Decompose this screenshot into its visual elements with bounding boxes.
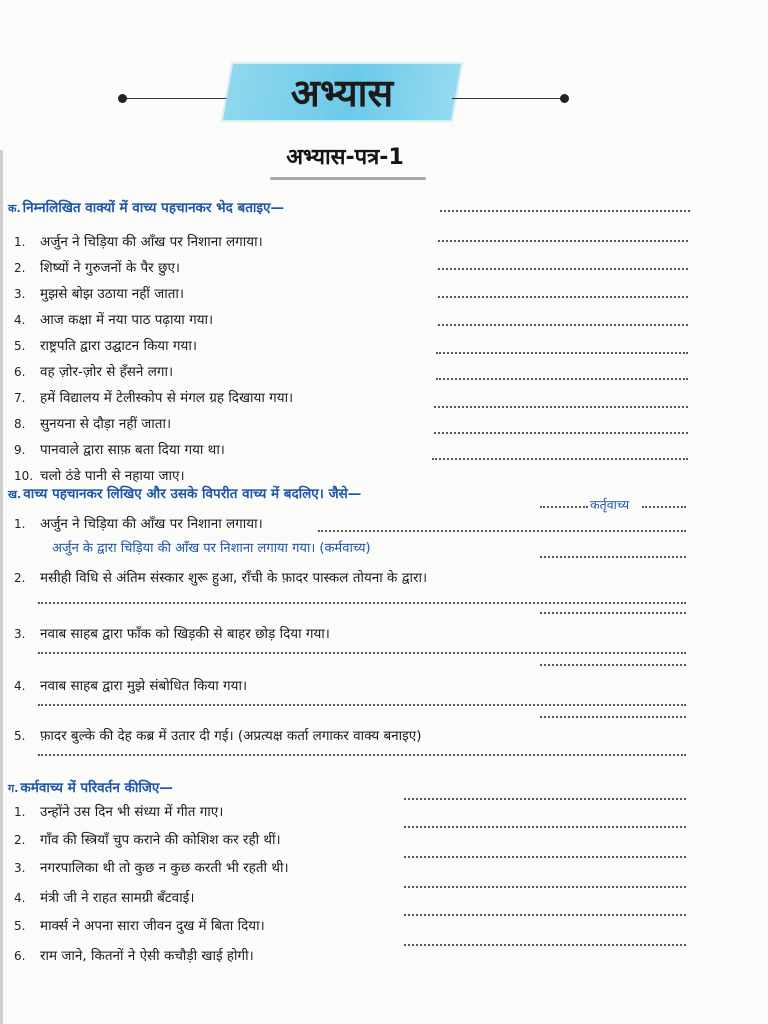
answer-blank[interactable] <box>434 432 688 434</box>
question-number: 2. <box>14 571 26 585</box>
question-number: 1. <box>14 235 26 249</box>
page-title: अभ्यास <box>290 71 394 115</box>
question-text: सुनयना से दौड़ा नहीं जाता। <box>40 416 172 432</box>
question-number: 5. <box>14 729 26 743</box>
question-row <box>0 802 768 826</box>
question-number: 4. <box>14 313 26 327</box>
answer-blank[interactable] <box>540 716 686 718</box>
section-c-heading-text: कर्मवाच्य में परिवर्तन कीजिए— <box>20 780 173 796</box>
answer-blank[interactable] <box>436 378 688 380</box>
question-text: राष्ट्रपति द्वारा उद्घाटन किया गया। <box>40 338 197 354</box>
question-number: 2. <box>14 833 26 847</box>
example-voice-label: कर्तृवाच्य <box>590 497 630 512</box>
question-text: चलो ठंडे पानी से नहाया जाए। <box>40 468 185 484</box>
question-row <box>0 362 768 386</box>
question-number: 9. <box>14 443 26 457</box>
question-text: अर्जुन ने चिड़िया की आँख पर निशाना लगाया। <box>40 516 263 532</box>
question-text: नगरपालिका थी तो कुछ न कुछ करती भी रहती थी। <box>40 860 289 876</box>
answer-blank[interactable] <box>440 210 690 212</box>
answer-blank[interactable] <box>438 296 688 298</box>
question-text: मार्क्स ने अपना सारा जीवन दुख में बिता दिया। <box>40 918 265 934</box>
question-number: 10. <box>14 469 34 483</box>
answer-blank[interactable] <box>438 268 688 270</box>
question-row <box>0 726 768 750</box>
question-row <box>0 946 768 970</box>
answer-blank[interactable] <box>404 798 686 800</box>
question-text: मुझसे बोझ उठाया नहीं जाता। <box>40 286 185 302</box>
question-number: 1. <box>14 517 26 531</box>
section-b-marker: ख. <box>8 488 22 501</box>
bullet-dot-icon <box>118 94 127 103</box>
answer-blank[interactable] <box>540 664 686 666</box>
question-text: शिष्यों ने गुरुजनों के पैर छुए। <box>40 260 181 276</box>
answer-blank[interactable] <box>38 602 686 604</box>
question-number: 5. <box>14 339 26 353</box>
question-row <box>0 888 768 912</box>
answer-blank[interactable] <box>434 406 688 408</box>
question-text: नवाब साहब द्वारा मुझे संबोधित किया गया। <box>40 678 248 694</box>
question-text: अर्जुन ने चिड़िया की आँख पर निशाना लगाया। <box>40 234 263 250</box>
question-number: 8. <box>14 417 26 431</box>
question-text: हमें विद्यालय में टेलीस्कोप से मंगल ग्रह दिखाया गया। <box>40 390 294 406</box>
question-number: 6. <box>14 365 26 379</box>
page-header <box>0 58 768 138</box>
question-number: 3. <box>14 627 26 641</box>
answer-blank[interactable] <box>432 458 688 460</box>
answer-blank[interactable] <box>540 556 686 558</box>
question-row <box>0 414 768 438</box>
bullet-dot-icon <box>560 94 569 103</box>
question-row <box>0 830 768 854</box>
question-text: उन्होंने उस दिन भी संध्या में गीत गाए। <box>40 804 224 820</box>
question-number: 7. <box>14 391 26 405</box>
question-row <box>0 232 768 256</box>
section-b-heading <box>8 484 361 502</box>
question-row <box>0 676 768 700</box>
question-row <box>0 310 768 334</box>
question-text: मसीही विधि से अंतिम संस्कार शुरू हुआ, राँची के फ़ादर पास्कल तोयना के द्वारा। <box>40 570 428 586</box>
question-text: मंत्री जी ने राहत सामग्री बँटवाई। <box>40 890 195 906</box>
question-text: गाँव की स्त्रियाँ चुप कराने की कोशिश कर रही थीं। <box>40 832 281 848</box>
question-row <box>0 568 768 592</box>
decorative-rule-right <box>452 98 564 99</box>
decorative-rule-left <box>122 98 232 99</box>
question-text: पानवाले द्वारा साफ़ बता दिया गया था। <box>40 442 225 458</box>
section-a-heading <box>8 198 284 216</box>
answer-blank[interactable] <box>404 826 686 828</box>
question-row <box>0 258 768 282</box>
section-c-heading <box>8 778 173 796</box>
question-number: 4. <box>14 679 26 693</box>
section-a-heading-text: निम्नलिखित वाक्यों में वाच्य पहचानकर भेद बताइए— <box>22 200 284 216</box>
question-row <box>0 858 768 882</box>
section-c-marker: ग. <box>8 782 19 795</box>
question-text: राम जाने, कितनों ने ऐसी कचौड़ी खाई होगी। <box>40 948 254 964</box>
section-a-marker: क. <box>8 202 21 215</box>
answer-blank[interactable] <box>540 612 686 614</box>
question-row <box>0 514 768 538</box>
worksheet-subtitle: अभ्यास-पत्र-1 <box>250 136 440 176</box>
question-text: नवाब साहब द्वारा फाँक को खिड़की से बाहर छोड़ दिया गया। <box>40 626 330 642</box>
question-text: वह ज़ोर-ज़ोर से हँसने लगा। <box>40 364 174 380</box>
answer-blank[interactable] <box>438 240 688 242</box>
example-blank <box>642 506 686 508</box>
question-row <box>0 624 768 648</box>
question-number: 3. <box>14 287 26 301</box>
example-blank <box>540 506 588 508</box>
question-row <box>0 916 768 940</box>
answer-blank[interactable] <box>38 704 686 706</box>
question-number: 3. <box>14 861 26 875</box>
question-row <box>0 336 768 360</box>
section-b-heading-text: वाच्य पहचानकर लिखिए और उसके विपरीत वाच्य में बदलिए। जैसे— <box>23 486 362 502</box>
answer-blank[interactable] <box>438 324 688 326</box>
question-number: 4. <box>14 891 26 905</box>
answer-blank[interactable] <box>38 754 686 756</box>
answer-blank[interactable] <box>436 352 688 354</box>
example-answer: अर्जुन के द्वारा चिड़िया की आँख पर निशाना लगाया गया। (कर्मवाच्य) <box>52 541 371 556</box>
question-number: 5. <box>14 919 26 933</box>
question-text: आज कक्षा में नया पाठ पढ़ाया गया। <box>40 312 214 328</box>
question-number: 6. <box>14 949 26 963</box>
answer-blank[interactable] <box>38 652 686 654</box>
question-number: 1. <box>14 805 26 819</box>
question-number: 2. <box>14 261 26 275</box>
question-row <box>0 388 768 412</box>
answer-blank[interactable] <box>318 530 686 532</box>
question-row <box>0 440 768 464</box>
question-text: फ़ादर बुल्के की देह कब्र में उतार दी गई। (अप्रत्यक्ष कर्ता लगाकर वाक्य बनाइए) <box>40 728 422 744</box>
